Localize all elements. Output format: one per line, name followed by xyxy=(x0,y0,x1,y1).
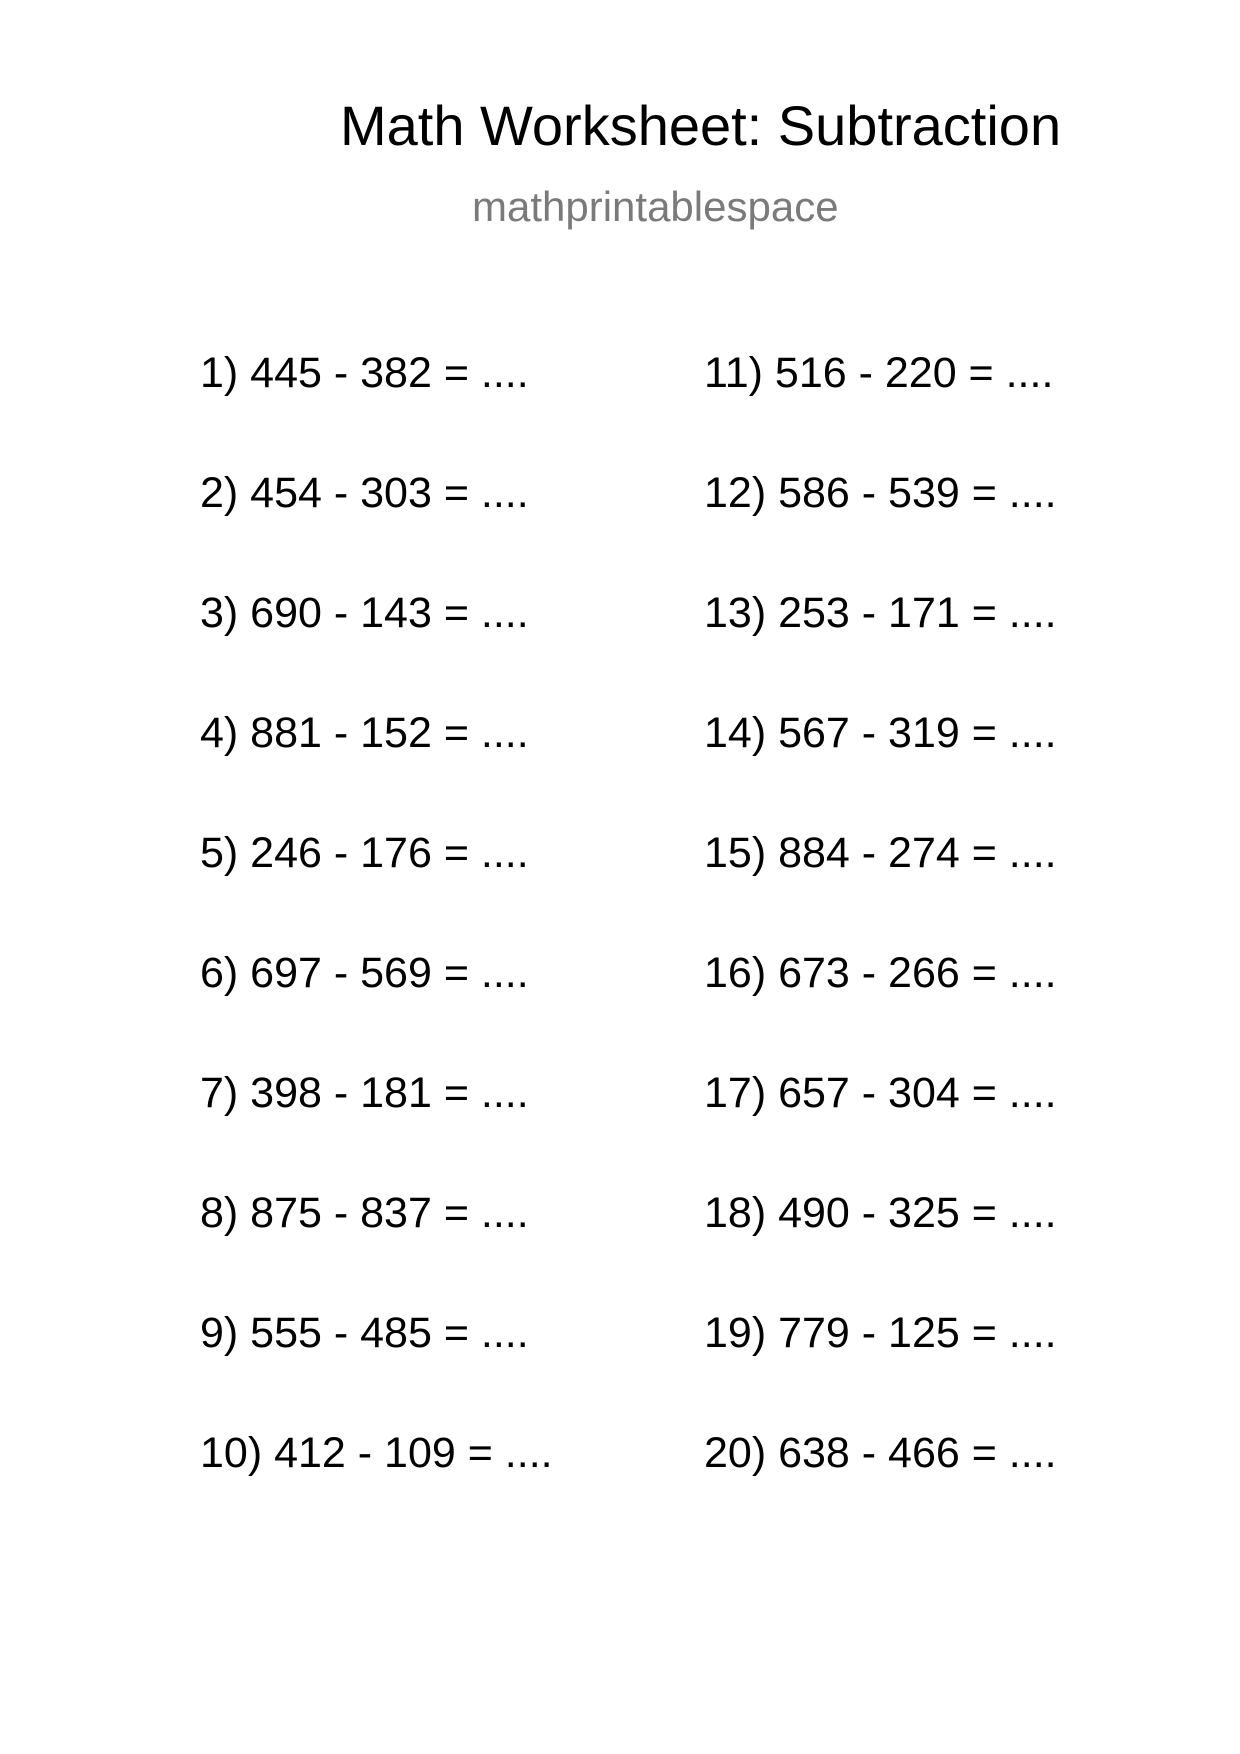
worksheet-title: Math Worksheet: Subtraction xyxy=(340,94,1062,157)
problem-13: 13) 253 - 171 = .... xyxy=(704,589,1057,637)
problem-12: 12) 586 - 539 = .... xyxy=(704,469,1057,517)
problem-2: 2) 454 - 303 = .... xyxy=(200,469,529,517)
problem-8: 8) 875 - 837 = .... xyxy=(200,1189,529,1237)
problem-3: 3) 690 - 143 = .... xyxy=(200,589,529,637)
problem-11: 11) 516 - 220 = .... xyxy=(704,349,1054,397)
problem-18: 18) 490 - 325 = .... xyxy=(704,1189,1057,1237)
problem-20: 20) 638 - 466 = .... xyxy=(704,1429,1057,1477)
problem-1: 1) 445 - 382 = .... xyxy=(200,349,529,397)
problems-right-column xyxy=(704,349,1057,1552)
problem-9: 9) 555 - 485 = .... xyxy=(200,1309,529,1357)
worksheet-subtitle: mathprintablespace xyxy=(472,183,839,230)
problems-left-column xyxy=(200,349,553,1552)
problem-10: 10) 412 - 109 = .... xyxy=(200,1429,553,1477)
problem-14: 14) 567 - 319 = .... xyxy=(704,709,1057,757)
problem-19: 19) 779 - 125 = .... xyxy=(704,1309,1057,1357)
problem-4: 4) 881 - 152 = .... xyxy=(200,709,529,757)
problem-17: 17) 657 - 304 = .... xyxy=(704,1069,1057,1117)
problem-16: 16) 673 - 266 = .... xyxy=(704,949,1057,997)
problem-6: 6) 697 - 569 = .... xyxy=(200,949,529,997)
problem-7: 7) 398 - 181 = .... xyxy=(200,1069,529,1117)
problem-5: 5) 246 - 176 = .... xyxy=(200,829,529,877)
problem-15: 15) 884 - 274 = .... xyxy=(704,829,1057,877)
